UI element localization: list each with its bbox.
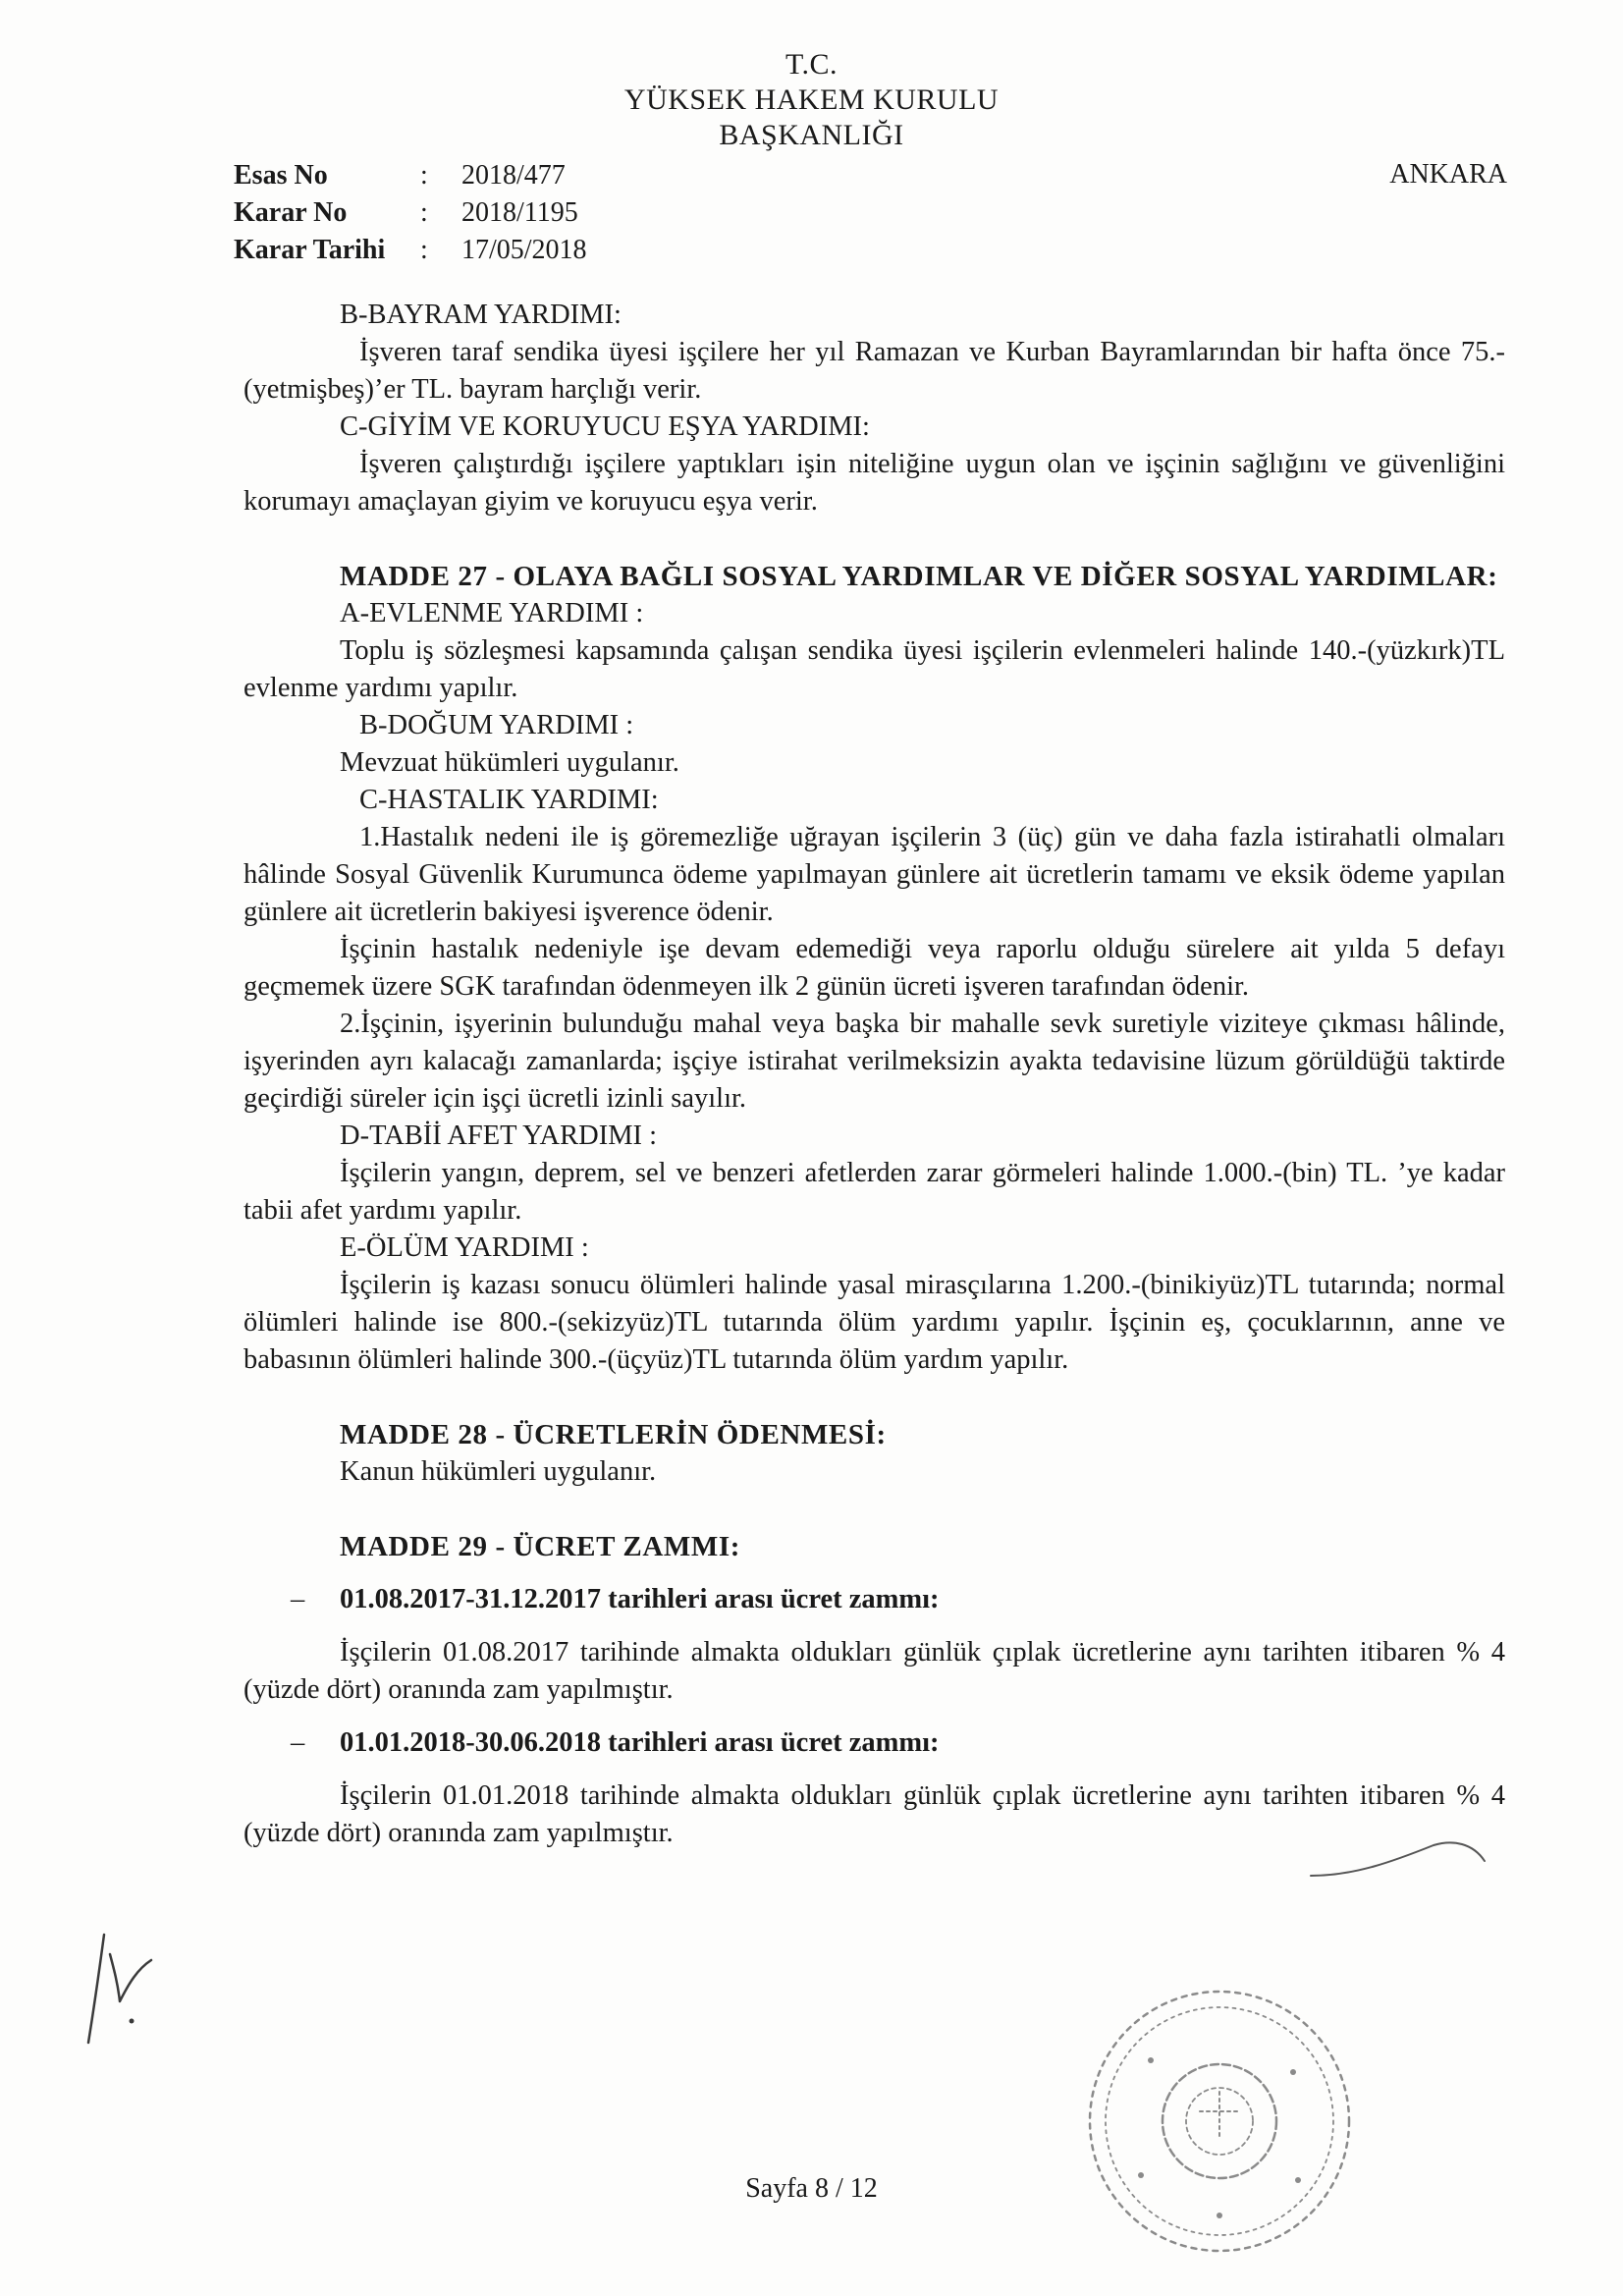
meta-sep: : [420, 235, 428, 265]
dash-marker: – [291, 1727, 305, 1758]
section-title-giyim: C-GİYİM VE KORUYUCU EŞYA YARDIMI: [340, 411, 870, 442]
section-title-bayram: B-BAYRAM YARDIMI: [340, 300, 622, 330]
spacer [243, 1491, 1505, 1528]
meta-esas-no [234, 157, 587, 194]
meta-label: Karar No [234, 197, 348, 228]
section-title-hastalik: C-HASTALIK YARDIMI: [359, 785, 659, 815]
paragraph-dogum: Mevzuat hükümleri uygulanır. [340, 747, 679, 778]
paragraph-giyim: İşveren çalıştırdığı işçilere yaptıkları işin niteliğine uygun olan ve işçinin sağlığını ve güvenliğini korumayı amaçlayan giyim ve koruyucu eşya verir. [243, 449, 1505, 517]
header-institution: YÜKSEK HAKEM KURULU [623, 83, 1000, 116]
page-current: 8 [814, 2173, 829, 2204]
section-title-afet: D-TABİİ AFET YARDIMI : [340, 1121, 658, 1151]
article-29-title: MADDE 29 - ÜCRET ZAMMI: [340, 1531, 740, 1562]
paragraph-raise-period-2: İşçilerin 01.01.2018 tarihinde almakta oldukları günlük çıplak ücretlerine aynı tarihten itibaren % 4 (yüzde dört) oranında zam yapılmıştır. [243, 1780, 1505, 1848]
paragraph-hastalik-1: 1.Hastalık nedeni ile iş göremezliğe uğrayan işçilerin 3 (üç) gün ve daha fazla istirahatli olmaları hâlinde Sosyal Güvenlik Kurumunca ödeme yapılmayan günlere ait ücretlerin tamamı ve eksik ödeme yapılan günlere ait ücretlerin bakiyesi işverence ödenir. [243, 822, 1505, 927]
meta-sep: : [420, 197, 428, 228]
case-meta [234, 157, 587, 269]
page-prefix: Sayfa [745, 2173, 808, 2204]
section-title-olum: E-ÖLÜM YARDIMI : [340, 1232, 589, 1263]
city-label: ANKARA [1389, 159, 1507, 190]
paragraph-madde-28: Kanun hükümleri uygulanır. [340, 1456, 657, 1487]
meta-label: Esas No [234, 160, 328, 191]
signature-mark [1306, 1831, 1492, 1890]
spacer [243, 1618, 1505, 1634]
spacer [243, 1565, 1505, 1581]
meta-value: 2018/1195 [461, 197, 578, 228]
meta-karar-tarihi [234, 232, 587, 269]
dash-marker: – [291, 1584, 305, 1614]
header-office: BAŞKANLIĞI [719, 119, 904, 151]
paragraph-raise-period-1: İşçilerin 01.08.2017 tarihinde almakta oldukları günlük çıplak ücretlerine aynı tarihten itibaren % 4 (yüzde dört) oranında zam yapılmıştır. [243, 1637, 1505, 1705]
document-header [0, 47, 1623, 153]
spacer [243, 1379, 1505, 1416]
paragraph-olum: İşçilerin iş kazası sonucu ölümleri halinde yasal mirasçılarına 1.200.-(binikiyüz)TL tutarında; normal ölümleri halinde ise 800.-(sekizyüz)TL tutarında ölüm yardımı yapılır. İşçinin eş, çocuklarının, anne ve babasının ölümleri halinde 300.-(üçyüz)TL tutarında ölüm yardım yapılır. [243, 1270, 1505, 1375]
paragraph-hastalik-3: 2.İşçinin, işyerinin bulunduğu mahal veya başka bir mahalle sevk suretiyle viziteye çıkması hâlinde, işyerinden ayrı kalacağı zamanlarda; işçiye istirahat verilmeksizin ayakta tedavisine lüzum görüldüğü taktirde geçirdiği süreler için işçi ücretli izinli sayılır. [243, 1009, 1505, 1114]
spacer [243, 1709, 1505, 1724]
meta-label: Karar Tarihi [234, 235, 386, 265]
article-28-title: MADDE 28 - ÜCRETLERİN ÖDENMESİ: [340, 1419, 887, 1450]
raise-period-2-title: 01.01.2018-30.06.2018 tarihleri arası ücret zammı: [340, 1727, 940, 1758]
section-title-dogum: B-DOĞUM YARDIMI : [359, 710, 634, 740]
page-number [0, 2173, 1623, 2205]
meta-sep: : [420, 160, 428, 191]
section-title-evlenme: A-EVLENME YARDIMI : [340, 598, 644, 629]
header-tc: T.C. [784, 48, 839, 81]
handwritten-initials [75, 1925, 163, 2062]
meta-value: 17/05/2018 [461, 235, 587, 265]
page-total: 12 [849, 2173, 878, 2204]
raise-period-1-heading [243, 1581, 1505, 1618]
spacer [243, 1762, 1505, 1777]
paragraph-bayram: İşveren taraf sendika üyesi işçilere her yıl Ramazan ve Kurban Bayramlarından bir hafta önce 75.-(yetmişbeş)’er TL. bayram harçlığı verir. [243, 337, 1505, 405]
article-27-title: MADDE 27 - OLAYA BAĞLI SOSYAL YARDIMLAR VE DİĞER SOSYAL YARDIMLAR: [340, 561, 1498, 592]
meta-karar-no [234, 194, 587, 232]
document-body [243, 297, 1505, 1852]
page-separator: / [835, 2173, 843, 2204]
official-stamp [1072, 1974, 1367, 2269]
paragraph-evlenme: Toplu iş sözleşmesi kapsamında çalışan sendika üyesi işçilerin evlenmeleri halinde 140.-(yüzkırk)TL evlenme yardımı yapılır. [243, 635, 1505, 703]
raise-period-2-heading [243, 1724, 1505, 1762]
spacer [243, 520, 1505, 558]
paragraph-hastalik-2: İşçinin hastalık nedeniyle işe devam edemediği veya raporlu olduğu sürelere ait yılda 5 defayı geçmemek üzere SGK tarafından ödenmeyen ilk 2 günün ücreti işveren tarafından ödenir. [243, 934, 1505, 1002]
raise-period-1-title: 01.08.2017-31.12.2017 tarihleri arası ücret zammı: [340, 1584, 940, 1614]
paragraph-afet: İşçilerin yangın, deprem, sel ve benzeri afetlerden zarar görmeleri halinde 1.000.-(bin) TL. ’ye kadar tabii afet yardımı yapılır. [243, 1158, 1505, 1226]
meta-value: 2018/477 [461, 160, 566, 191]
